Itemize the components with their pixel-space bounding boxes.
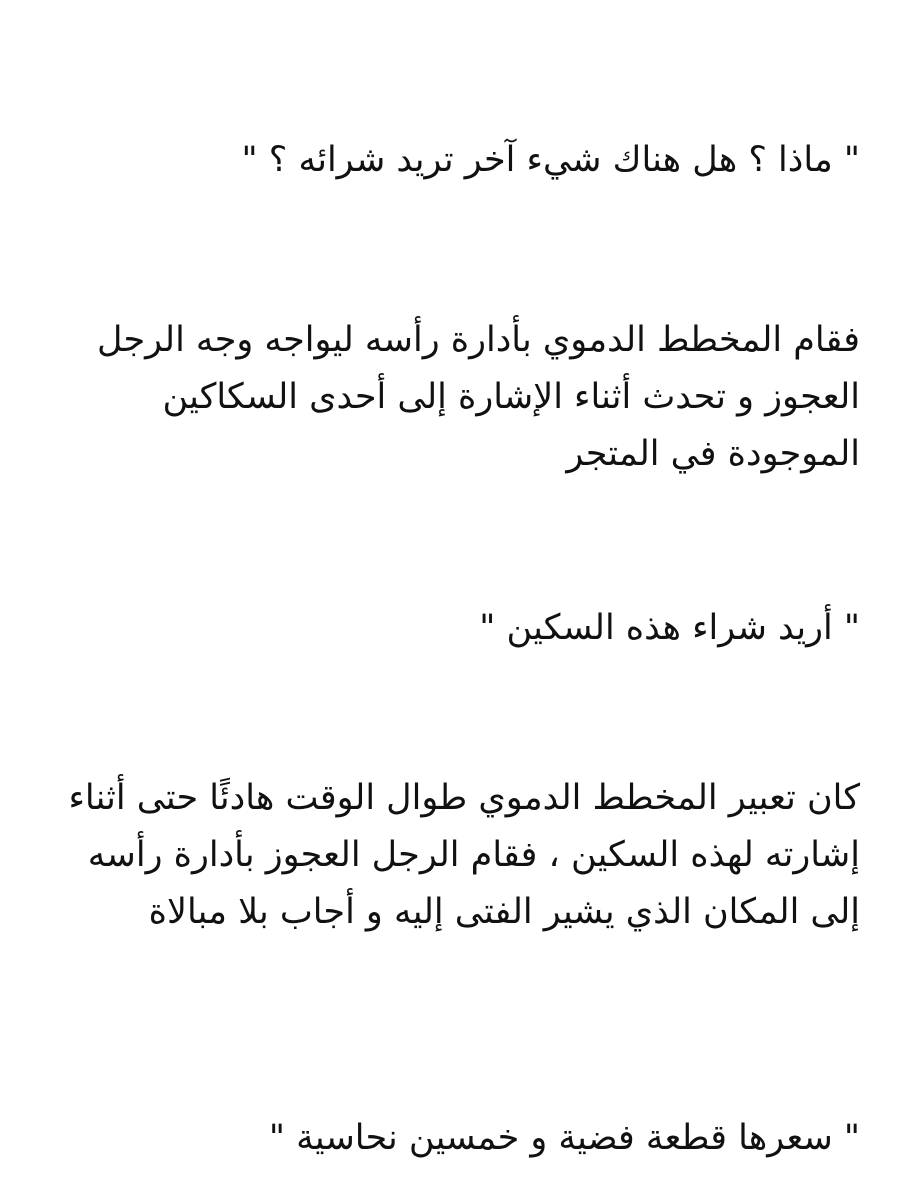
narration-paragraph: كان تعبير المخطط الدموي طوال الوقت هادئًا حتى أثناء إشارته لهذه السكين ، فقام الرجل العجوز بأدارة رأسه إلى المكان الذي يشير الفتى إليه و أجاب بلا مبالاة: [68, 778, 860, 932]
dialogue-paragraph: " أريد شراء هذه السكين ": [479, 608, 860, 648]
dialogue-paragraph: " ماذا ؟ هل هناك شيء آخر تريد شرائه ؟ ": [241, 140, 860, 180]
narration-paragraph: فقام المخطط الدموي بأدارة رأسه ليواجه وجه الرجل العجوز و تحدث أثناء الإشارة إلى أحدى السكاكين الموجودة في المتجر: [96, 320, 860, 474]
dialogue-paragraph: " سعرها قطعة فضية و خمسين نحاسية ": [268, 1118, 860, 1158]
